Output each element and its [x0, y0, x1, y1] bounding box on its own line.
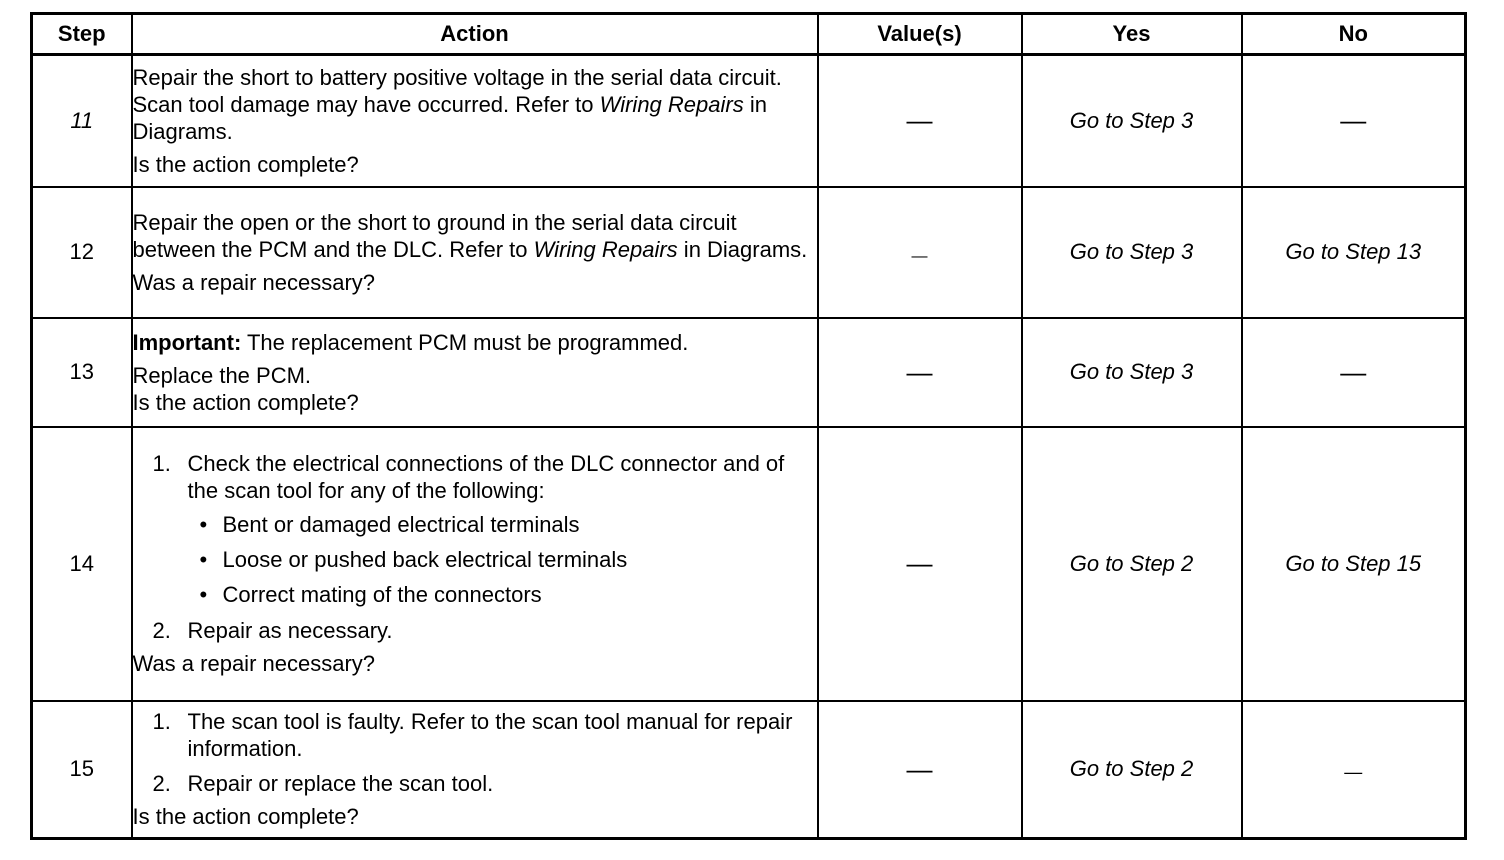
step-number: 12 — [32, 187, 132, 318]
question-text: Is the action complete? — [132, 804, 359, 830]
action-cell — [132, 318, 818, 427]
table-row — [32, 427, 1466, 701]
step-number: 11 — [32, 55, 132, 187]
value-cell: — — [818, 701, 1022, 839]
action-text: Replace the PCM. — [132, 362, 312, 388]
value-cell: — — [818, 187, 1022, 318]
yes-cell: Go to Step 3 — [1022, 55, 1242, 187]
value-cell: — — [818, 318, 1022, 427]
action-cell — [132, 701, 818, 839]
step-number: 15 — [32, 701, 132, 839]
question-text: Is the action complete? — [132, 151, 359, 177]
question-text: Is the action complete? — [132, 389, 359, 415]
action-steps — [133, 708, 817, 797]
value-cell: — — [818, 55, 1022, 187]
yes-cell: Go to Step 3 — [1022, 318, 1242, 427]
no-cell: — — [1242, 55, 1466, 187]
yes-cell: Go to Step 2 — [1022, 427, 1242, 701]
list-item: 2. Repair as necessary. — [152, 618, 393, 643]
list-item: 1. Check the electrical connections of the DLC connector and of the scan tool for any of the following: • Bent or damaged electrical terminals • Loose or pushed back electrical terminals • Correct mating of the connectors — [133, 450, 817, 608]
header-row — [32, 14, 1466, 55]
header-values: Value(s) — [818, 14, 1022, 55]
bullet-item: • Bent or damaged electrical terminals — [188, 512, 817, 538]
table-row — [32, 55, 1466, 187]
diagnostic-table — [30, 12, 1467, 840]
reference-link: Wiring Repairs — [599, 91, 744, 117]
question-text: Was a repair necessary? — [132, 269, 376, 295]
action-cell — [132, 427, 818, 701]
yes-cell: Go to Step 2 — [1022, 701, 1242, 839]
yes-cell: Go to Step 3 — [1022, 187, 1242, 318]
step-number: 14 — [32, 427, 132, 701]
value-cell: — — [818, 427, 1022, 701]
list-item: 1. The scan tool is faulty. Refer to the scan tool manual for repair information. — [152, 709, 793, 762]
reference-link: Wiring Repairs — [533, 236, 678, 262]
step-number: 13 — [32, 318, 132, 427]
action-cell — [132, 55, 818, 187]
important-note: Important: The replacement PCM must be programmed. — [132, 329, 689, 355]
action-text: Repair the short to battery positive voltage in the serial data circuit. Scan tool damage may have occurred. Refer to Wiring Repairs in Diagrams. — [132, 64, 782, 144]
action-steps — [133, 450, 817, 644]
action-text: Repair the open or the short to ground in the serial data circuit between the PCM and the DLC. Refer to Wiring Repairs in Diagrams. — [132, 209, 808, 262]
header-step: Step — [32, 14, 132, 55]
list-item: 2. Repair or replace the scan tool. — [152, 771, 494, 797]
bullet-item: • Correct mating of the connectors — [188, 582, 817, 608]
no-cell: Go to Step 15 — [1242, 427, 1466, 701]
no-cell: — — [1242, 701, 1466, 839]
action-cell — [132, 187, 818, 318]
header-action: Action — [132, 14, 818, 55]
bullet-item: • Loose or pushed back electrical terminals — [188, 547, 817, 573]
header-yes: Yes — [1022, 14, 1242, 55]
table-row — [32, 701, 1466, 839]
question-text: Was a repair necessary? — [132, 651, 376, 676]
no-cell: — — [1242, 318, 1466, 427]
header-no: No — [1242, 14, 1466, 55]
bullet-list — [188, 512, 817, 608]
no-cell: Go to Step 13 — [1242, 187, 1466, 318]
table-row — [32, 318, 1466, 427]
table-row — [32, 187, 1466, 318]
